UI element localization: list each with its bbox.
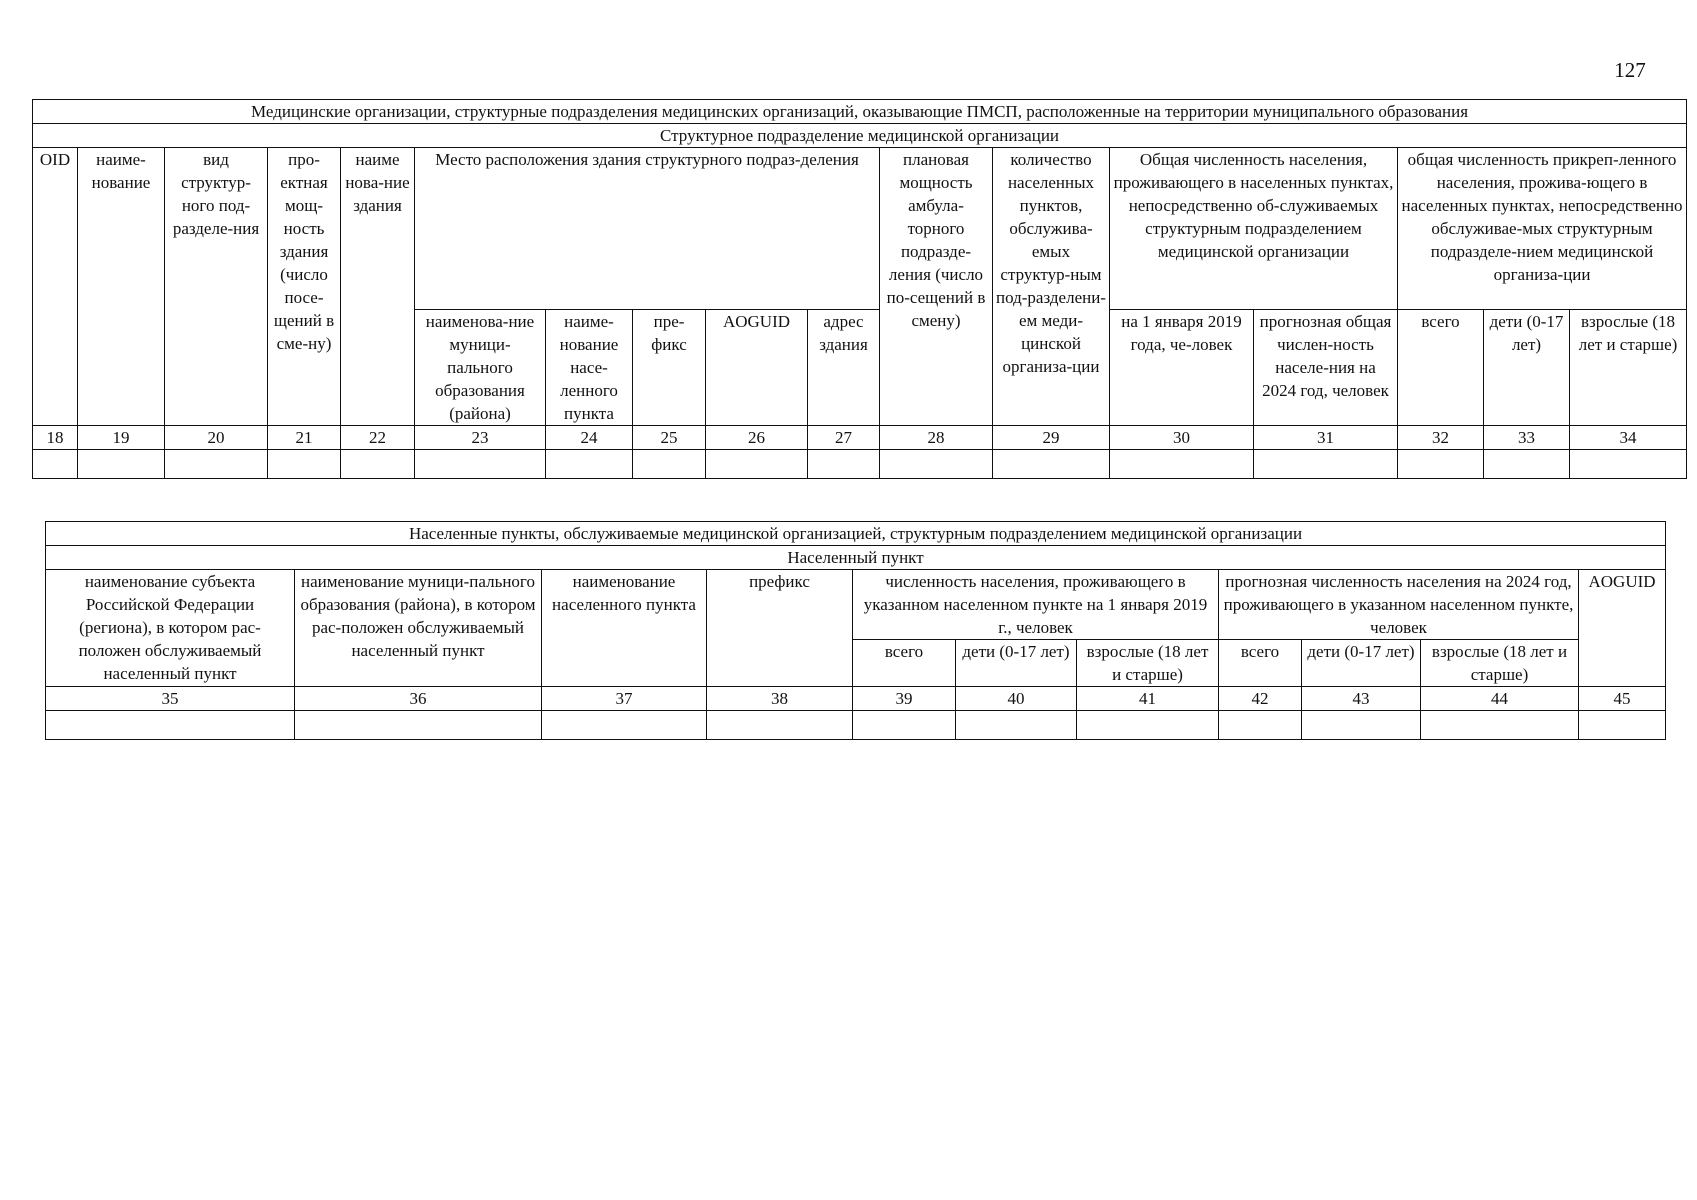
header-attached-adults: взрослые (18 лет и старше): [1570, 310, 1687, 426]
header-settlement: наименование населенного пункта: [542, 570, 707, 687]
column-number: 23: [415, 426, 546, 450]
header-population-2019: на 1 января 2019 года, че-ловек: [1110, 310, 1254, 426]
empty-cell: [1579, 711, 1666, 740]
empty-cell: [78, 450, 165, 479]
column-number: 33: [1484, 426, 1570, 450]
header-building-name: наиме нова-ние здания: [341, 148, 415, 426]
empty-cell: [808, 450, 880, 479]
empty-cell: [165, 450, 268, 479]
column-number: 19: [78, 426, 165, 450]
empty-cell: [1302, 711, 1421, 740]
column-number: 44: [1421, 687, 1579, 711]
header-attached-population-group: общая численность прикреп-ленного населения, прожива-ющего в населенных пунктах, непосредственно обслуживае-мых структурным подразделе-нием медицинской организа-ции: [1398, 148, 1687, 310]
empty-cell: [268, 450, 341, 479]
header-settlement-name: наиме-нование насе-ленного пункта: [546, 310, 633, 426]
header-prefix: префикс: [707, 570, 853, 687]
header-municipality-name: наименова-ние муници-пального образования (района): [415, 310, 546, 426]
column-number: 30: [1110, 426, 1254, 450]
header-design-capacity: про-ектная мощ-ность здания (число посе-щений в сме-ну): [268, 148, 341, 426]
column-number: 29: [993, 426, 1110, 450]
empty-cell: [1570, 450, 1687, 479]
empty-cell: [546, 450, 633, 479]
column-number: 18: [33, 426, 78, 450]
header-population-2019-group: численность населения, проживающего в указанном населенном пункте на 1 января 2019 г., человек: [853, 570, 1219, 640]
column-number: 24: [546, 426, 633, 450]
header-unit-type: вид структур-ного под-разделе-ния: [165, 148, 268, 426]
header-location-group: Место расположения здания структурного подраз-деления: [415, 148, 880, 310]
column-number: 28: [880, 426, 993, 450]
header-oid: OID: [33, 148, 78, 426]
empty-cell: [707, 711, 853, 740]
header-2019-adults: взрослые (18 лет и старше): [1077, 640, 1219, 687]
empty-cell: [993, 450, 1110, 479]
medical-organizations-table: [32, 99, 1687, 479]
settlements-table: [45, 521, 1666, 740]
header-2024-adults: взрослые (18 лет и старше): [1421, 640, 1579, 687]
table2-subtitle: Населенный пункт: [46, 546, 1666, 570]
header-2019-all: всего: [853, 640, 956, 687]
header-attached-all: всего: [1398, 310, 1484, 426]
column-number: 40: [956, 687, 1077, 711]
empty-cell: [33, 450, 78, 479]
column-number: 43: [1302, 687, 1421, 711]
header-2024-all: всего: [1219, 640, 1302, 687]
table-row: [46, 711, 1666, 740]
header-population-2024: прогнозная общая числен-ность населе-ния на 2024 год, человек: [1254, 310, 1398, 426]
column-number: 26: [706, 426, 808, 450]
header-region: наименование субъекта Российской Федерации (региона), в котором рас-положен обслуживаемый населенный пункт: [46, 570, 295, 687]
empty-cell: [706, 450, 808, 479]
empty-cell: [1254, 450, 1398, 479]
column-number: 31: [1254, 426, 1398, 450]
column-number: 38: [707, 687, 853, 711]
column-number-row: [33, 426, 1687, 450]
column-number: 20: [165, 426, 268, 450]
column-number: 41: [1077, 687, 1219, 711]
header-population-2024-group: прогнозная численность населения на 2024 год, проживающего в указанном населенном пункте, человек: [1219, 570, 1579, 640]
table1-title: Медицинские организации, структурные подразделения медицинских организаций, оказывающие ПМСП, расположенные на территории муниципального образования: [33, 100, 1687, 124]
table-row: [33, 450, 1687, 479]
table1-subtitle: Структурное подразделение медицинской организации: [33, 124, 1687, 148]
empty-cell: [415, 450, 546, 479]
empty-cell: [341, 450, 415, 479]
column-number: 39: [853, 687, 956, 711]
column-number: 32: [1398, 426, 1484, 450]
column-number: 36: [295, 687, 542, 711]
empty-cell: [1484, 450, 1570, 479]
header-building-address: адрес здания: [808, 310, 880, 426]
header-aoguid: AOGUID: [706, 310, 808, 426]
empty-cell: [1219, 711, 1302, 740]
empty-cell: [956, 711, 1077, 740]
header-name: наиме-нование: [78, 148, 165, 426]
header-aoguid: AOGUID: [1579, 570, 1666, 687]
empty-cell: [633, 450, 706, 479]
empty-cell: [46, 711, 295, 740]
column-number-row: [46, 687, 1666, 711]
table2-title: Населенные пункты, обслуживаемые медицинской организацией, структурным подразделением медицинской организации: [46, 522, 1666, 546]
empty-cell: [853, 711, 956, 740]
column-number: 22: [341, 426, 415, 450]
header-2019-children: дети (0-17 лет): [956, 640, 1077, 687]
column-number: 27: [808, 426, 880, 450]
column-number: 37: [542, 687, 707, 711]
column-number: 45: [1579, 687, 1666, 711]
empty-cell: [1398, 450, 1484, 479]
header-total-population-group: Общая численность населения, проживающего в населенных пунктах, непосредственно об-служиваемых структурным подразделением медицинской организации: [1110, 148, 1398, 310]
empty-cell: [542, 711, 707, 740]
empty-cell: [1421, 711, 1579, 740]
page-number: 127: [1614, 58, 1646, 82]
header-settlements-count: количество населенных пунктов, обслужива-емых структур-ным под-разделени-ем меди-цинской организа-ции: [993, 148, 1110, 426]
column-number: 25: [633, 426, 706, 450]
column-number: 35: [46, 687, 295, 711]
column-number: 42: [1219, 687, 1302, 711]
column-number: 21: [268, 426, 341, 450]
empty-cell: [295, 711, 542, 740]
header-municipality: наименование муници-пального образования (района), в котором рас-положен обслуживаемый населенный пункт: [295, 570, 542, 687]
header-planned-capacity: плановая мощность амбула-торного подразде-ления (число по-сещений в смену): [880, 148, 993, 426]
header-attached-children: дети (0-17 лет): [1484, 310, 1570, 426]
empty-cell: [1077, 711, 1219, 740]
column-number: 34: [1570, 426, 1687, 450]
header-2024-children: дети (0-17 лет): [1302, 640, 1421, 687]
header-prefix: пре-фикс: [633, 310, 706, 426]
empty-cell: [1110, 450, 1254, 479]
empty-cell: [880, 450, 993, 479]
